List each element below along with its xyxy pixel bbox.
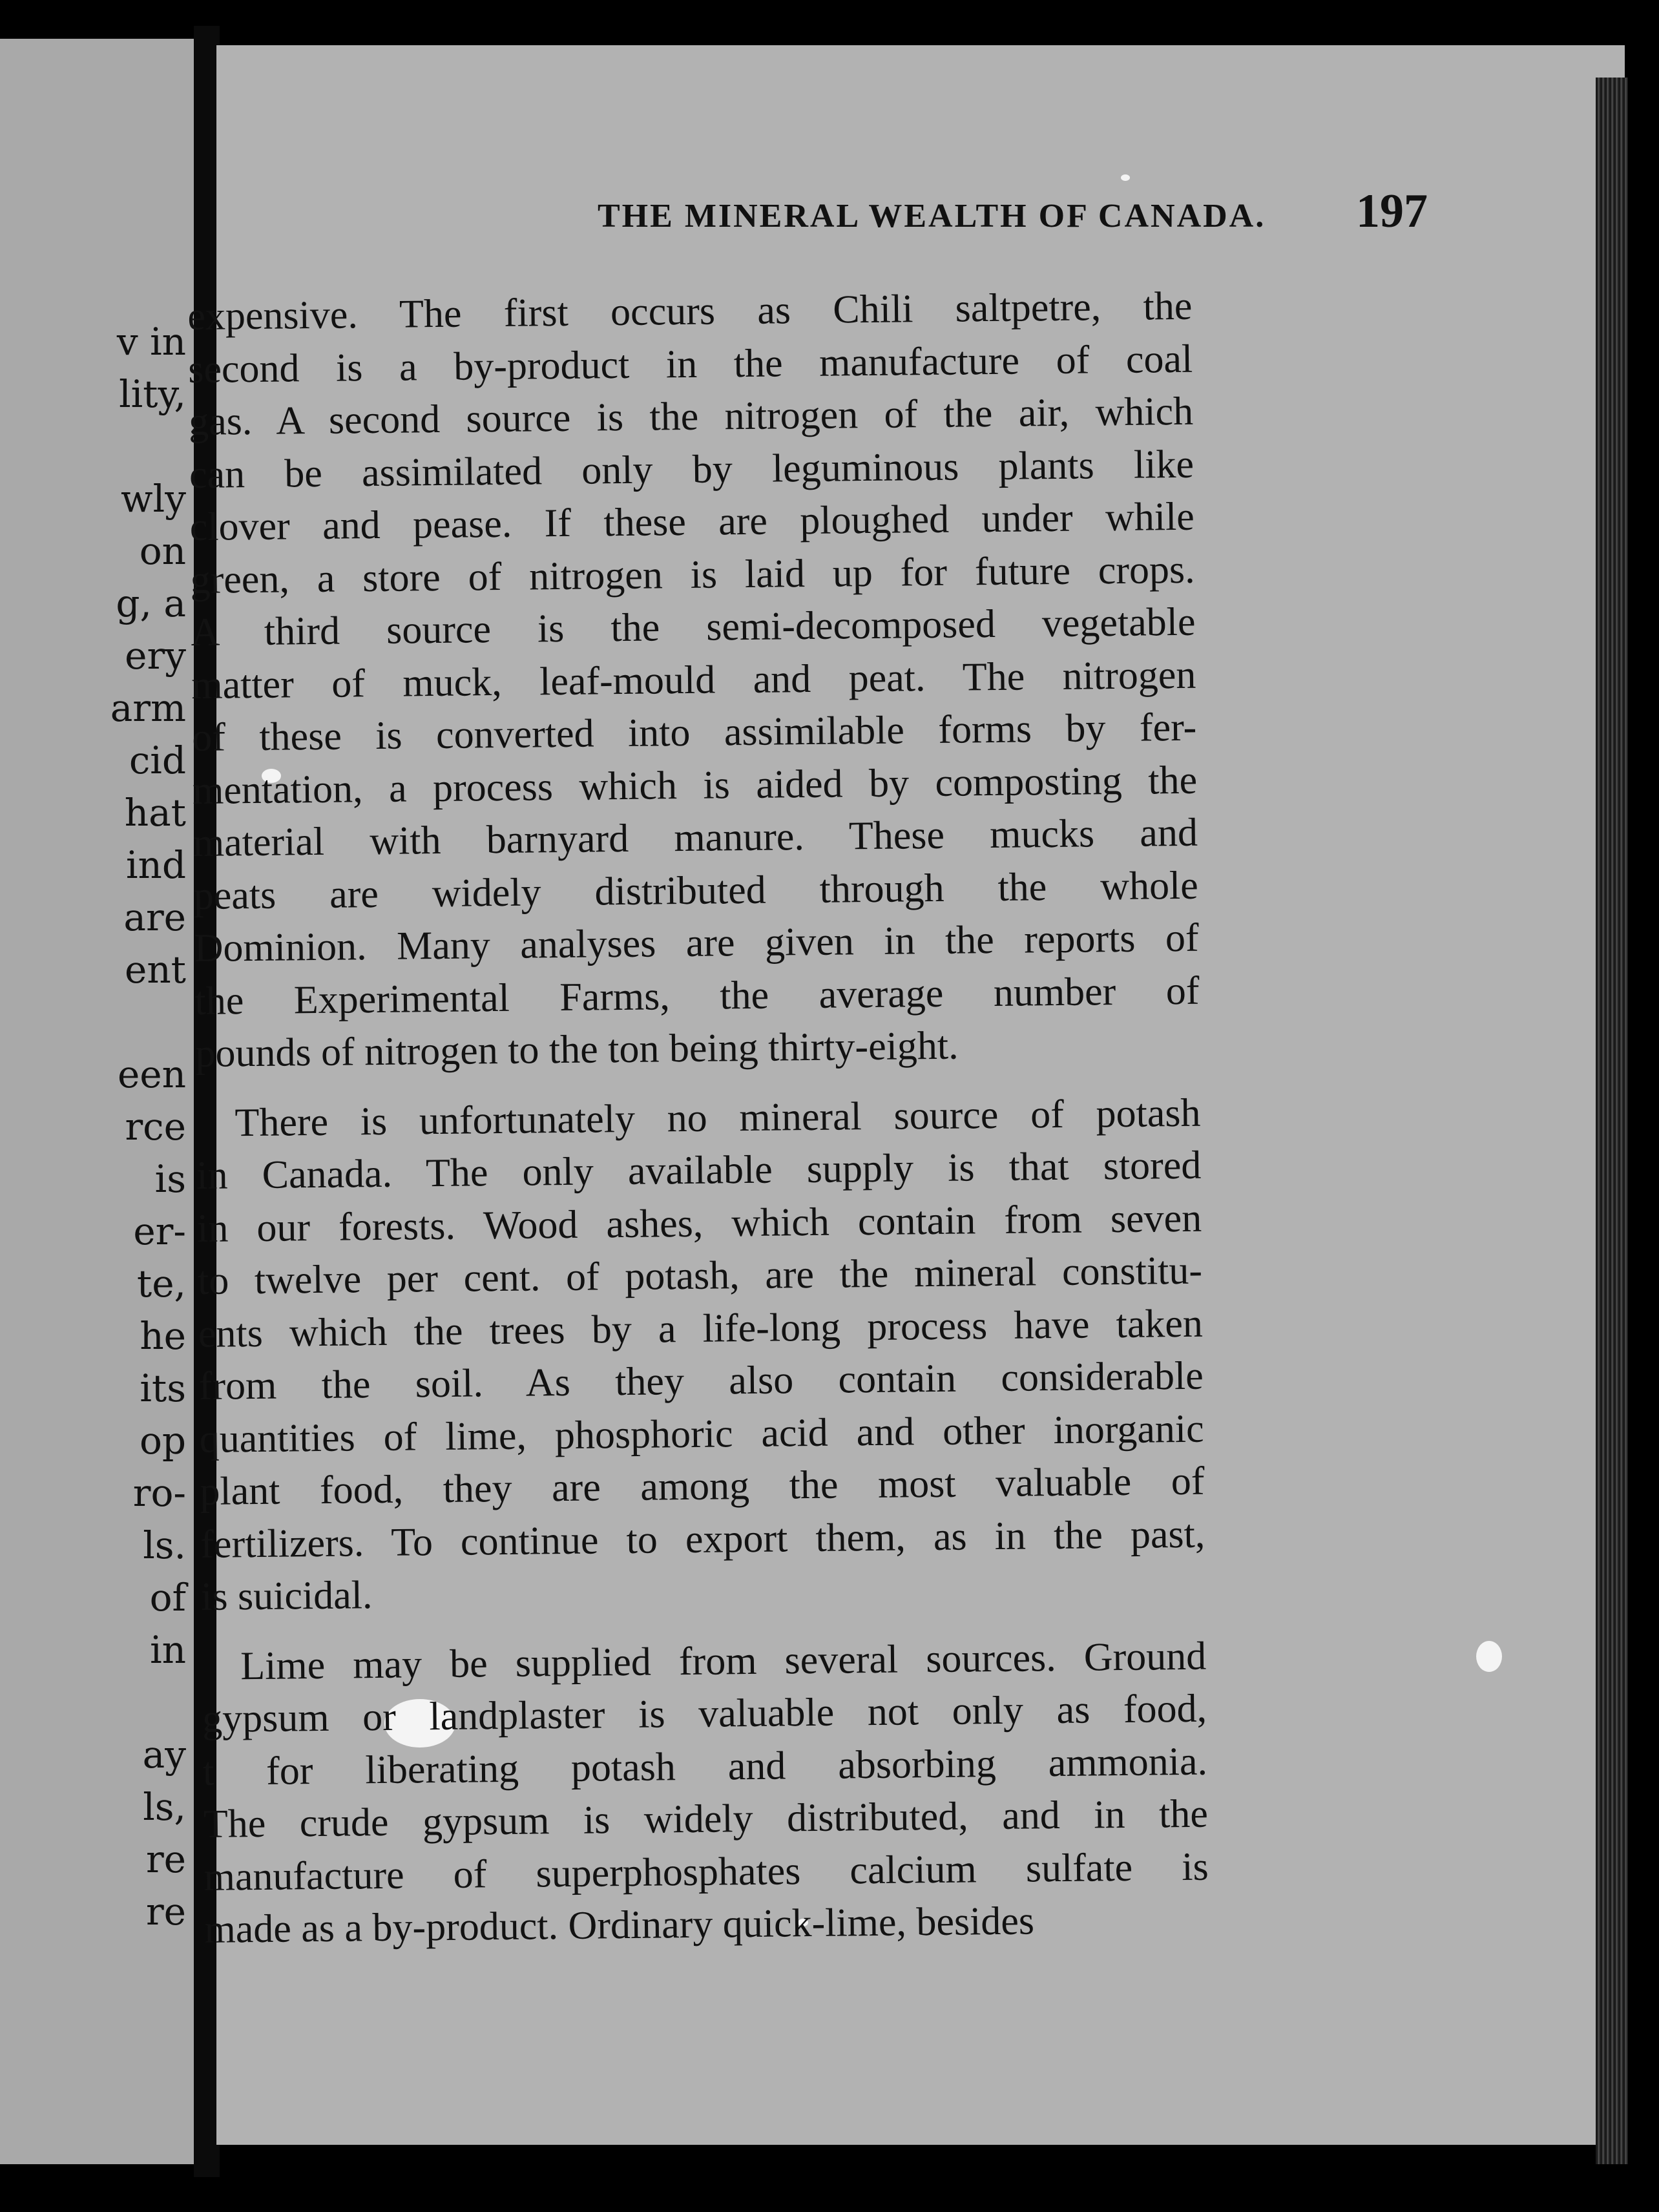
text-line: Dominion. Many analyses are given in the reports of: [194, 915, 1199, 970]
facing-page-fragment: lity,: [119, 372, 186, 416]
text-line: gas. A second source is the nitrogen of the air, which: [188, 389, 1194, 444]
paragraph: [202, 1630, 1209, 1956]
page-edge-stack: [1596, 78, 1628, 2164]
text-line: A third source is the semi-decomposed vegetable: [191, 600, 1196, 654]
text-line: t for liberating potash and absorbing ammonia.: [202, 1739, 1208, 1794]
text-line: matter of muck, leaf-mould and peat. The nitrogen: [191, 652, 1196, 707]
text-line: manufacture of superphosphates calcium sulfate is: [203, 1844, 1209, 1899]
text-line: green, a store of nitrogen is laid up for future crops.: [190, 547, 1195, 602]
page-number: 197: [1356, 185, 1428, 238]
facing-page-fragment: te,: [136, 1262, 186, 1306]
text-line: can be assimilated only by leguminous plants like: [189, 442, 1195, 497]
text-line: is suicidal.: [200, 1573, 373, 1619]
facing-page-fragment: ls,: [143, 1785, 186, 1829]
facing-page-fragment: v in: [116, 320, 186, 364]
text-line: peats are widely distributed through the whole: [193, 863, 1199, 918]
text-line: ents which the trees by a life-long process have taken: [198, 1301, 1204, 1356]
text-line: fertilizers. To continue to export them, as in the past,: [200, 1512, 1205, 1567]
text-line: of these is converted into assimilable forms by fer-: [191, 705, 1197, 760]
text-line: clover and pease. If these are ploughed under while: [189, 494, 1195, 549]
facing-page-fragment: ls.: [143, 1523, 186, 1567]
text-line: material with barnyard manure. These mucks and: [193, 810, 1198, 865]
facing-page-fragment: ay: [142, 1733, 186, 1777]
facing-page-fragment: wly: [121, 477, 186, 521]
facing-page-fragment: its: [140, 1366, 186, 1410]
facing-page-fragment: ind: [125, 843, 186, 887]
facing-page-fragment: op: [139, 1419, 186, 1463]
text-line: plant food, they are among the most valuable of: [200, 1459, 1205, 1514]
facing-page-fragment: on: [139, 529, 186, 573]
facing-page-fragment: hat: [124, 791, 186, 835]
facing-page-fragment: re: [145, 1837, 186, 1881]
facing-page-fragment: ent: [125, 948, 186, 992]
facing-page-fragment: rce: [125, 1105, 186, 1149]
facing-page-fragment: cid: [129, 738, 186, 782]
text-line: expensive. The first occurs as Chili saltpetre, the: [187, 284, 1193, 339]
facing-page-fragment: are: [123, 895, 186, 939]
text-line: made as a by-product. Ordinary quick-lime, besides: [204, 1899, 1035, 1952]
facing-page-fragment: in: [150, 1628, 186, 1672]
facing-page-fragment: ro-: [132, 1471, 186, 1515]
text-line: second is a by-product in the manufacture of coal: [187, 337, 1193, 391]
facing-page-fragment: g, a: [116, 581, 186, 625]
facing-page-fragment: is: [154, 1157, 186, 1201]
body-text: [187, 280, 1209, 1957]
text-line: in our forests. Wood ashes, which contain from seven: [196, 1196, 1202, 1251]
running-title: THE MINERAL WEALTH OF CANADA.: [598, 198, 1266, 235]
facing-page-fragment: he: [140, 1314, 186, 1358]
paragraph: [187, 280, 1200, 1081]
text-line: pounds of nitrogen to the ton being thirty-eight.: [195, 1023, 959, 1076]
text-line: There is unfortunately no mineral source of potash: [235, 1090, 1201, 1145]
paragraph: [196, 1087, 1205, 1623]
text-line: to twelve per cent. of potash, are the mineral constitu-: [197, 1248, 1203, 1303]
facing-page-fragment: re: [145, 1890, 186, 1934]
text-line: the Experimental Farms, the average number of: [194, 968, 1200, 1023]
text-line: from the soil. As they also contain considerable: [198, 1353, 1204, 1408]
facing-page-fragment: of: [149, 1576, 186, 1620]
facing-page-fragment: arm: [110, 686, 186, 730]
text-line: mentation, a process which is aided by composting the: [192, 758, 1198, 813]
running-head: [368, 178, 1428, 255]
facing-page-fragment: ery: [125, 634, 186, 678]
facing-page-fragment: er-: [133, 1209, 186, 1253]
text-line: gypsum or landplaster is valuable not only as food,: [202, 1686, 1207, 1741]
text-line: quantities of lime, phosphoric acid and other inorganic: [199, 1406, 1204, 1461]
facing-page-fragment: een: [117, 1052, 186, 1096]
text-line: Lime may be supplied from several sources. Ground: [240, 1634, 1207, 1688]
facing-page: [0, 39, 194, 2164]
text-line: in Canada. The only available supply is that stored: [196, 1143, 1202, 1198]
text-line: The crude gypsum is widely distributed, and in the: [203, 1791, 1209, 1846]
